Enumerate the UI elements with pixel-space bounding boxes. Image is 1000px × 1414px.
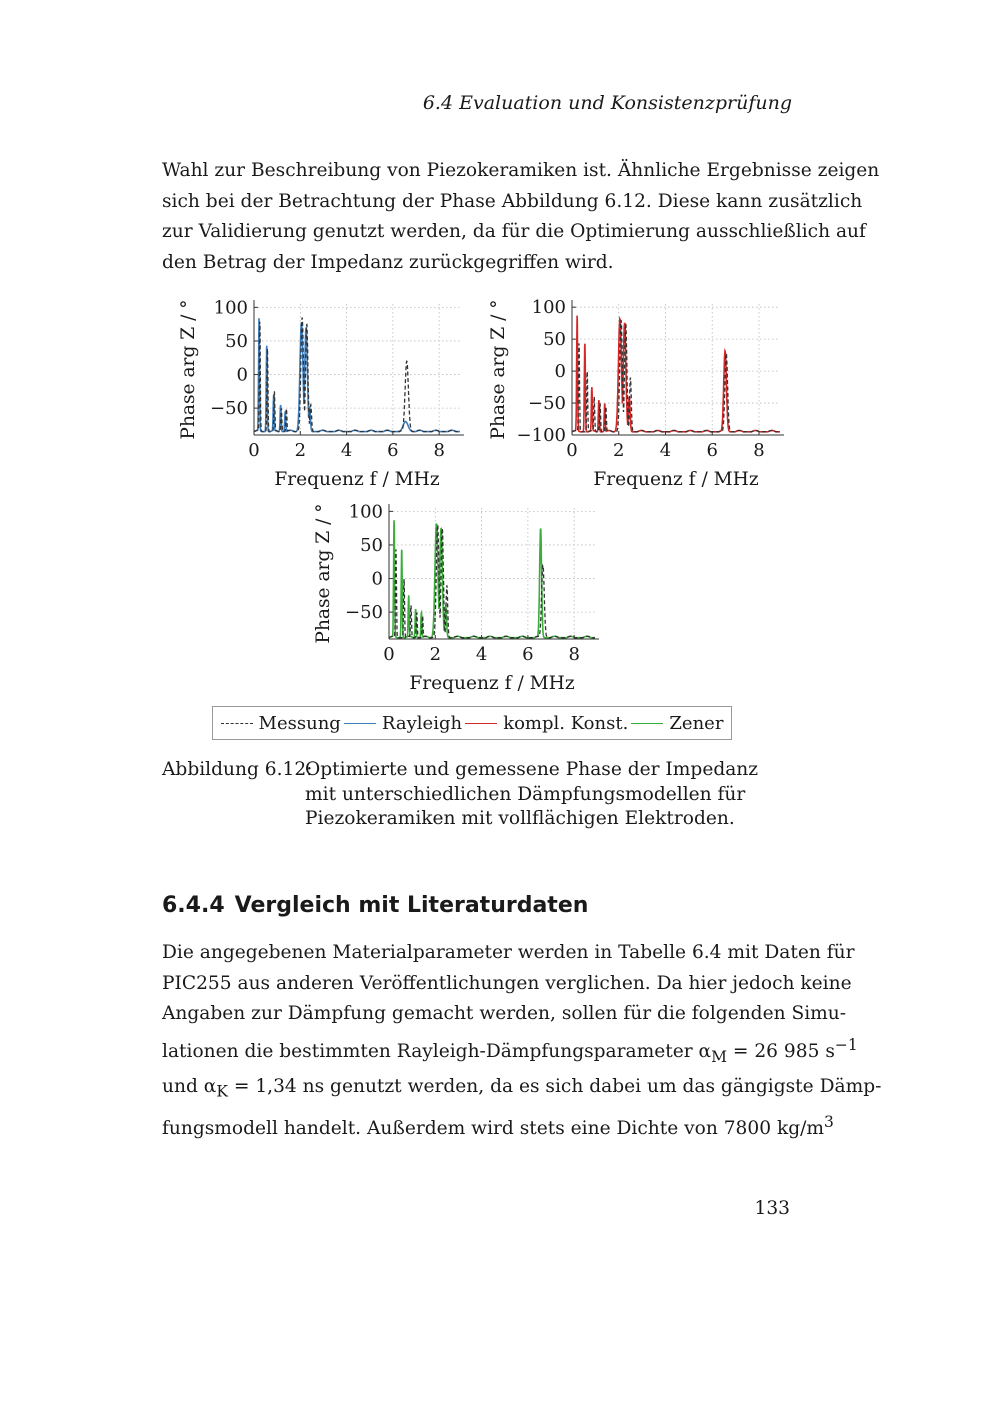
- y-axis-label: Phase arg Z / °: [178, 299, 199, 440]
- y-tick-label: 50: [360, 534, 383, 556]
- x-axis-label: Frequenz f / MHz: [593, 469, 759, 490]
- paragraph-line: Die angegebenen Materialparameter werden in Tabelle 6.4 mit Daten für: [162, 942, 855, 963]
- y-tick-label: 100: [213, 297, 248, 319]
- paragraph-line: den Betrag der Impedanz zurückgegriffen wird.: [162, 251, 614, 273]
- text-run: fungsmodell handelt. Außerdem wird stets eine Dichte von 7800 kg/m: [162, 1118, 825, 1140]
- x-tick-label: 4: [475, 644, 488, 665]
- y-tick-label: −50: [210, 398, 248, 420]
- legend-label: Rayleigh: [381, 712, 463, 734]
- x-tick-label: 2: [613, 440, 625, 461]
- paragraph-2: [162, 938, 882, 1145]
- paragraph-line: PIC255 aus anderen Veröffentlichungen verglichen. Da hier jedoch keine: [162, 972, 852, 994]
- text-run: = 26 985 s: [726, 1040, 835, 1062]
- series-line-kompl-konst-: [572, 316, 780, 432]
- x-tick-label: 0: [566, 440, 578, 461]
- y-tick-label: 0: [371, 568, 383, 590]
- series-line-rayleigh: [254, 318, 460, 431]
- page-number: 133: [754, 1198, 790, 1219]
- series-line-messung: [389, 525, 595, 638]
- x-tick-label: 4: [659, 440, 672, 461]
- subscript: K: [216, 1082, 228, 1101]
- y-tick-label: −100: [516, 425, 566, 446]
- y-tick-label: 100: [531, 297, 566, 319]
- paragraph-1: [162, 156, 880, 278]
- legend-swatch-messung: [221, 723, 253, 724]
- paragraph-line: [162, 1030, 858, 1072]
- section-number: 6.4.4: [162, 893, 225, 918]
- x-tick-label: 6: [387, 440, 399, 461]
- paragraph-line: Wahl zur Beschreibung von Piezokeramiken ist. Ähnliche Ergebnisse zeigen: [162, 160, 880, 181]
- y-tick-label: 50: [225, 330, 248, 352]
- y-tick-label: −50: [528, 393, 566, 415]
- superscript: 3: [824, 1113, 834, 1132]
- paragraph-line: [162, 1072, 882, 1107]
- superscript: −1: [834, 1035, 858, 1054]
- series-line-messung: [572, 320, 780, 432]
- y-tick-label: −50: [345, 602, 383, 624]
- caption-label: Abbildung 6.12:: [162, 759, 313, 780]
- y-tick-label: 0: [236, 364, 248, 386]
- series-line-zener: [389, 520, 595, 638]
- text-run: und α: [162, 1075, 217, 1097]
- legend-item-rayleigh: [344, 713, 462, 734]
- y-axis-label: Phase arg Z / °: [488, 299, 509, 440]
- legend-label: kompl. Konst.: [503, 712, 629, 734]
- caption-text: Optimierte und gemessene Phase der Impedanz mit unterschiedlichen Dämpfungsmodellen für Piezokeramiken mit vollflächigen Elektroden.: [305, 759, 759, 829]
- legend-label: Zener: [669, 712, 724, 734]
- x-tick-label: 6: [522, 644, 534, 665]
- legend-swatch-rayleigh: [344, 723, 376, 724]
- legend-item-messung: [221, 713, 341, 734]
- legend-swatch-komplex: [465, 723, 497, 724]
- x-tick-label: 8: [753, 440, 765, 461]
- paragraph-line: zur Validierung genutzt werden, da für die Optimierung ausschließlich auf: [162, 221, 866, 242]
- legend-label: Messung: [258, 712, 341, 734]
- chart-zener: [305, 496, 605, 696]
- text-run: = 1,34 ns genutzt werden, da es sich dabei um das gängigste Dämp-: [227, 1075, 882, 1097]
- x-tick-label: 0: [248, 440, 260, 461]
- x-tick-label: 2: [429, 644, 442, 665]
- chart-legend: [212, 706, 732, 740]
- x-tick-label: 8: [568, 644, 580, 665]
- section-title: Vergleich mit Literaturdaten: [234, 893, 589, 918]
- x-tick-label: 4: [340, 440, 353, 461]
- y-tick-label: 0: [554, 361, 566, 383]
- text-run: lationen die bestimmten Rayleigh-Dämpfungsparameter α: [162, 1040, 712, 1062]
- x-axis-label: Frequenz f / MHz: [409, 673, 575, 694]
- y-axis-label: Phase arg Z / °: [313, 503, 334, 644]
- paragraph-line: Angaben zur Dämpfung gemacht werden, sollen für die folgenden Simu-: [162, 1003, 847, 1024]
- paragraph-line: [162, 1107, 834, 1145]
- section-heading: [162, 893, 588, 918]
- x-tick-label: 8: [433, 440, 445, 461]
- y-tick-label: 50: [543, 329, 566, 351]
- figure-caption: [162, 758, 792, 832]
- subscript: M: [711, 1047, 727, 1066]
- x-tick-label: 6: [706, 440, 718, 461]
- y-tick-label: 100: [348, 501, 383, 523]
- chart-komplex: [480, 292, 790, 492]
- x-tick-label: 0: [383, 644, 395, 665]
- legend-item-komplex: [465, 713, 628, 734]
- x-tick-label: 2: [294, 440, 307, 461]
- legend-swatch-zener: [631, 723, 663, 724]
- paragraph-line: sich bei der Betrachtung der Phase Abbildung 6.12. Diese kann zusätzlich: [162, 190, 863, 212]
- running-head: 6.4 Evaluation und Konsistenzprüfung: [422, 92, 792, 114]
- chart-rayleigh: [170, 292, 470, 492]
- x-axis-label: Frequenz f / MHz: [274, 469, 440, 490]
- legend-item-zener: [631, 713, 723, 734]
